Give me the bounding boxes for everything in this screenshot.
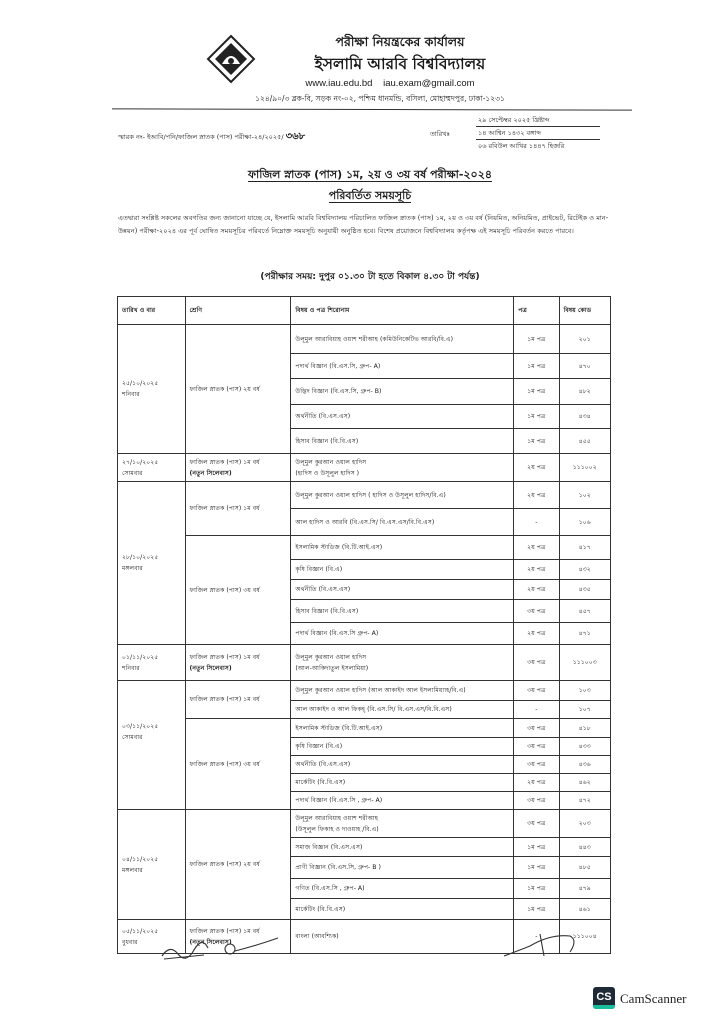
class-cell: ফাজিল স্নাতক (পাস) ১ম বর্ষ (নতুন সিলেবাস) bbox=[185, 920, 291, 954]
paper-cell: ৩য় পত্র bbox=[514, 738, 559, 756]
table-row bbox=[118, 536, 611, 560]
camscanner-logo-icon: CS bbox=[593, 987, 615, 1009]
header-paper: পত্র bbox=[514, 297, 559, 325]
table-header-row bbox=[118, 297, 611, 325]
date-cell: ০৪/১১/২০২৫ মঙ্গলবার bbox=[118, 810, 186, 920]
university-logo-icon bbox=[206, 34, 256, 84]
date-cell: ০৩/১১/২০২৫ সোমবার bbox=[118, 681, 186, 810]
schedule-table bbox=[117, 296, 611, 954]
date-cell: ২৭/১০/২০২৫ সোমবার bbox=[118, 454, 186, 482]
subject-cell: উলূমুল কুরআন ওয়াল হাদিস ( হাদিস ও উসূলুল হাদিস/বি.এ) bbox=[291, 482, 514, 509]
table-row bbox=[118, 325, 611, 354]
memo-ref-number: ৩৬৮ bbox=[285, 131, 306, 142]
website-link[interactable]: www.iau.edu.bd bbox=[305, 78, 373, 89]
table-row bbox=[118, 810, 611, 838]
email-link[interactable]: iau.exam@gmail.com bbox=[383, 78, 475, 89]
code-cell: ১০২ bbox=[559, 482, 610, 509]
subject-cell: উলূমুল কুরআন ওয়াল হাদিস (আল-আকিদাতুল ইসলামিয়া) bbox=[291, 645, 514, 681]
subject-cell: ইসলামিক স্টাডিজ (বি.টি.আই.এস) bbox=[291, 536, 514, 560]
paper-cell: - bbox=[514, 701, 559, 719]
office-title: পরীক্ষা নিয়ন্ত্রকের কার্যালয় bbox=[335, 34, 465, 49]
code-cell: ১১১০০৩ bbox=[559, 645, 610, 681]
paper-cell: ৩য় পত্র bbox=[514, 681, 559, 701]
address: ১২৪/৯০/৩ ব্লক-বি, সড়ক নং-০২, পশ্চিম ধানমন্ডি, বসিলা, মোহাম্মদপুর, ঢাকা-১২৩১ bbox=[255, 94, 505, 103]
code-cell: ৪৮২ bbox=[559, 379, 610, 405]
code-cell: ২০১ bbox=[559, 325, 610, 354]
subject-cell: হিসাব বিজ্ঞান (বি.বি.এস) bbox=[291, 600, 514, 623]
date-cell: ২৮/১০/২০২৫ মঙ্গলবার bbox=[118, 482, 186, 645]
date-bangla: ১৪ আশ্বিন ১৪৩২ বঙ্গাব্দ bbox=[476, 127, 600, 140]
header-divider bbox=[112, 108, 632, 110]
subject-cell: উলূমুল কুরআন ওয়াল হাদিস (হাদিস ও উসূলুল হাদিস ) bbox=[291, 454, 514, 482]
table-row bbox=[118, 645, 611, 681]
paper-cell: - bbox=[514, 509, 559, 536]
paper-cell: ৩য় পত্র bbox=[514, 719, 559, 738]
code-cell: ৪৬১ bbox=[559, 899, 610, 920]
subject-cell: কৃষি বিজ্ঞান (বি.এ) bbox=[291, 738, 514, 756]
code-cell: ৪৪৩ bbox=[559, 838, 610, 857]
paper-cell: ২য় পত্র bbox=[514, 580, 559, 600]
paper-cell: ২য় পত্র bbox=[514, 536, 559, 560]
paper-cell: ৩য় পত্র bbox=[514, 600, 559, 623]
table-row bbox=[118, 719, 611, 738]
subject-cell: গণিত (বি.এস.সি , গ্রুপ- A) bbox=[291, 879, 514, 899]
paper-cell: ৩য় পত্র bbox=[514, 756, 559, 774]
document-subtitle-text: পরিবর্তিত সময়সূচি bbox=[328, 189, 412, 202]
code-cell: ১১১০০২ bbox=[559, 454, 610, 482]
code-cell: ৪১৮ bbox=[559, 719, 610, 738]
code-cell: ৪৫৭ bbox=[559, 600, 610, 623]
date-block bbox=[476, 114, 600, 152]
code-cell: ১০৬ bbox=[559, 509, 610, 536]
intro-paragraph: এতদ্বারা সংশ্লিষ্ট সকলের অবগতির জন্য জানানো যাচ্ছে যে, ইসলামি আরবি বিশ্ববিদ্যালয় পরিচালিত ফাজিল স্নাতক (পাস) ১ম, ২য় ও ৩য় বর্ষ (নিয়মিত, অনিয়মিত, প্রাইভেট, রিটেইক ও মান-উন্নয়ন) পরীক্ষা-২০২৪ এর পূর্ব ঘোষিত সময়সূচির পরিবর্তে নিম্নোক্ত সময়সূচি অনুযায়ী অনুষ্ঠিত হবে। বিশেষ প্রয়োজনে বিশ্ববিদ্যালয় কর্তৃপক্ষ এই সময়সূচি পরিবর্তন করতে পারবে। bbox=[118, 214, 609, 235]
subject-cell: ইসলামিক স্টাডিজ (বি.টি.আই.এস) bbox=[291, 719, 514, 738]
document-title-text: ফাজিল স্নাতক (পাস) ১ম, ২য় ও ৩য় বর্ষ পরীক্ষা-২০২৪ bbox=[247, 168, 493, 181]
code-cell: ৪৭৯ bbox=[559, 879, 610, 899]
subject-cell: বাংলা (আবশ্যিক) bbox=[291, 920, 514, 954]
subject-cell: মার্কেটিং (বি.বি.এস) bbox=[291, 774, 514, 792]
contact-line bbox=[240, 78, 540, 89]
paper-cell: ৩য় পত্র bbox=[514, 810, 559, 838]
class-cell: ফাজিল স্নাতক (পাস) ৩য় বর্ষ bbox=[185, 719, 291, 810]
paper-cell: ৩য় পত্র bbox=[514, 792, 559, 810]
paper-cell: ১ম পত্র bbox=[514, 879, 559, 899]
subject-cell: অর্থনীতি (বি.এস.এস) bbox=[291, 756, 514, 774]
subject-cell: অর্থনীতি (বি.এস.এস) bbox=[291, 580, 514, 600]
class-cell: ফাজিল স্নাতক (পাস) ৩য় বর্ষ bbox=[185, 536, 291, 645]
class-cell: ফাজিল স্নাতক (পাস) ২য় বর্ষ bbox=[185, 810, 291, 920]
subject-cell: প্রাণী বিজ্ঞান (বি.এস.সি, গ্রুপ- B ) bbox=[291, 857, 514, 879]
class-cell: ফাজিল স্নাতক (পাস) ১ম বর্ষ (নতুন সিলেবাস) bbox=[185, 645, 291, 681]
table-row bbox=[118, 681, 611, 701]
paper-cell: ২য় পত্র bbox=[514, 623, 559, 645]
code-cell: ৪৩৬ bbox=[559, 756, 610, 774]
code-cell: ৪৩৪ bbox=[559, 405, 610, 429]
subject-cell: আল আকাইদ ও আল ফিকহ্‌ (বি.এস.সি/ বি.এস.এস/বি.বি.এস) bbox=[291, 701, 514, 719]
header-date: তারিখ ও বার bbox=[118, 297, 186, 325]
date-hijri: ০৬ রবিউল আখির ১৪৪৭ হিজরি bbox=[478, 142, 565, 150]
paper-cell: - bbox=[514, 920, 559, 954]
paper-cell: ২য় পত্র bbox=[514, 774, 559, 792]
exam-time: (পরীক্ষার সময়: দুপুর ০১.৩০ টা হতে বিকাল ৪.৩০ টা পর্যন্ত) bbox=[260, 272, 480, 282]
class-cell: ফাজিল স্নাতক (পাস) ১ম বর্ষ bbox=[185, 681, 291, 719]
university-name: ইসলামি আরবি বিশ্ববিদ্যালয় bbox=[314, 55, 486, 73]
signature-3-icon bbox=[500, 930, 580, 960]
code-cell: ৪৩৩ bbox=[559, 738, 610, 756]
paper-cell: ১ম পত্র bbox=[514, 325, 559, 354]
subject-cell: অর্থনীতি (বি.এস.এস) bbox=[291, 405, 514, 429]
signature-2-icon bbox=[220, 936, 280, 962]
subject-cell: আল হাদিস ও আরবি (বি.এস.সি/ বি.এস.এস/বি.বি.এস) bbox=[291, 509, 514, 536]
header-class: শ্রেণি bbox=[185, 297, 291, 325]
subject-cell: সমাজ বিজ্ঞান (বি.এস.এস) bbox=[291, 838, 514, 857]
paper-cell: ১ম পত্র bbox=[514, 899, 559, 920]
memo-reference bbox=[118, 129, 305, 146]
paper-cell: ১ম পত্র bbox=[514, 354, 559, 379]
paper-cell: ২য় পত্র bbox=[514, 454, 559, 482]
subject-cell: উলূমুল আরাবিয়াহ ওয়াশ শরীআহ (কমিউনিকেটিভ আরবি/বি.এ) bbox=[291, 325, 514, 354]
signature-1-icon bbox=[160, 940, 210, 962]
code-cell: ৪৬২ bbox=[559, 774, 610, 792]
code-cell: ১০৭ bbox=[559, 701, 610, 719]
paper-cell: ৩য় পত্র bbox=[514, 645, 559, 681]
code-cell: ৪৭০ bbox=[559, 354, 610, 379]
code-cell: ১০৩ bbox=[559, 681, 610, 701]
header-subject: বিষয় ও পত্র শিরোনাম bbox=[291, 297, 514, 325]
paper-cell: ১ম পত্র bbox=[514, 838, 559, 857]
memo-ref-text: স্মারক নং- ইআবি/পনি/ফাজিল স্নাতক (পাস) পরীক্ষা-২৪/২০২৫/ bbox=[118, 133, 284, 141]
subject-cell: পদার্থ বিজ্ঞান (বি.এস.সি , গ্রুপ- A) bbox=[291, 792, 514, 810]
paper-cell: ২য় পত্র bbox=[514, 560, 559, 580]
subject-cell: হিসাব বিজ্ঞান (বি.বি.এস) bbox=[291, 429, 514, 454]
code-cell: ২০৩ bbox=[559, 810, 610, 838]
paper-cell: ১ম পত্র bbox=[514, 405, 559, 429]
code-cell: ৪৮৫ bbox=[559, 857, 610, 879]
document-subtitle bbox=[110, 187, 630, 206]
date-cell: ০১/১১/২০২৫ শনিবার bbox=[118, 645, 186, 681]
code-cell: ৪১৭ bbox=[559, 536, 610, 560]
code-cell: ১১১০০৪ bbox=[559, 920, 610, 954]
code-cell: ৪৩৫ bbox=[559, 580, 610, 600]
subject-cell: কৃষি বিজ্ঞান (বি.এ) bbox=[291, 560, 514, 580]
date-cell: ২৫/১০/২০২৫ শনিবার bbox=[118, 325, 186, 454]
subject-cell: উলূমুল কুরআন ওয়াল হাদিস (আল আকাইদ আল ইসলামিয়্যাহ/বি.এ) bbox=[291, 681, 514, 701]
header-code: বিষয় কোড bbox=[559, 297, 610, 325]
subject-cell: পদার্থ বিজ্ঞান (বি.এস.সি গ্রুপ- A) bbox=[291, 623, 514, 645]
paper-cell: ১ম পত্র bbox=[514, 379, 559, 405]
class-cell: ফাজিল স্নাতক (পাস) ১ম বর্ষ bbox=[185, 482, 291, 536]
camscanner-label: CamScanner bbox=[620, 991, 687, 1006]
subject-cell: উলূমুল আরাবিয়াহ ওয়াশ শরীআহ (উসূলুল ফিকাহ ও দাওয়াহ /বি.এ) bbox=[291, 810, 514, 838]
subject-cell: মার্কেটিং (বি.বি.এস) bbox=[291, 899, 514, 920]
subject-cell: উদ্ভিদ বিজ্ঞান (বি.এস.সি, গ্রুপ- B) bbox=[291, 379, 514, 405]
table-row bbox=[118, 482, 611, 509]
date-label: তারিখঃ bbox=[430, 130, 450, 138]
code-cell: ৪৭২ bbox=[559, 792, 610, 810]
date-cell: ০৫/১১/২০২৫ বুধবার bbox=[118, 920, 186, 954]
code-cell: ৪৩২ bbox=[559, 560, 610, 580]
class-cell: ফাজিল স্নাতক (পাস) ১ম বর্ষ (নতুন সিলেবাস) bbox=[185, 454, 291, 482]
class-cell: ফাজিল স্নাতক (পাস) ২য় বর্ষ bbox=[185, 325, 291, 454]
code-cell: ৪৭১ bbox=[559, 623, 610, 645]
subject-cell: পদার্থ বিজ্ঞান (বি.এস.সি, গ্রুপ- A) bbox=[291, 354, 514, 379]
paper-cell: ১ম পত্র bbox=[514, 857, 559, 879]
date-gregorian: ২৯ সেপ্টেম্বর ২০২৫ খ্রিষ্টাব্দ bbox=[476, 114, 600, 127]
code-cell: ৪৫৫ bbox=[559, 429, 610, 454]
table-row bbox=[118, 454, 611, 482]
document-title bbox=[110, 166, 630, 185]
paper-cell: ১ম পত্র bbox=[514, 429, 559, 454]
paper-cell: ২য় পত্র bbox=[514, 482, 559, 509]
